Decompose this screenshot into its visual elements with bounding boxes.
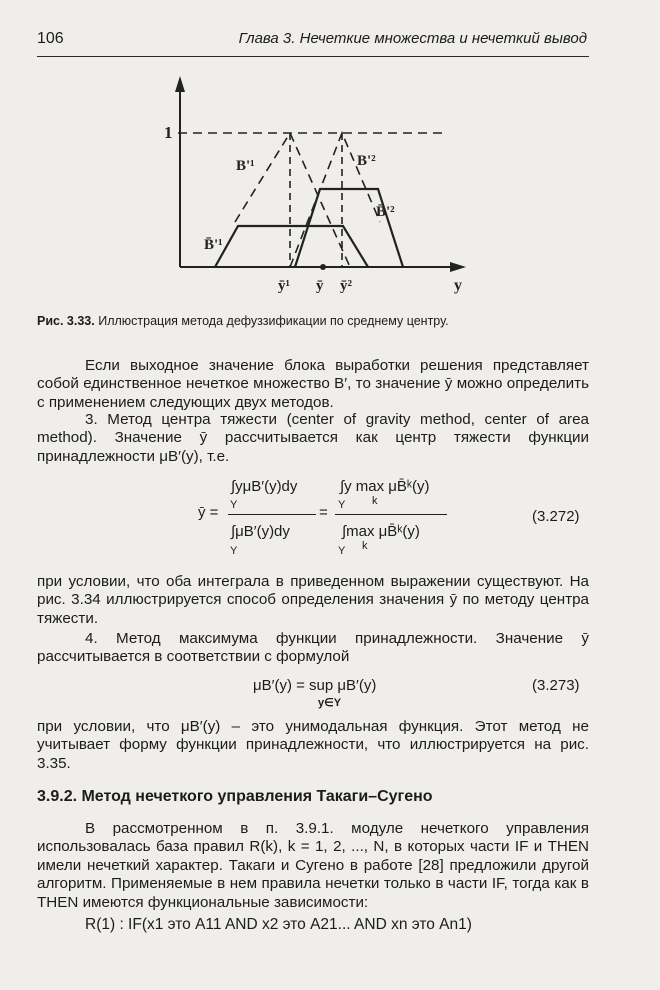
eq1-den2-sub: Y xyxy=(338,545,346,557)
paragraph-4 xyxy=(37,630,589,667)
label-y1: ȳ¹ xyxy=(278,278,290,294)
center-point xyxy=(320,264,326,270)
label-trap2: B̄'² xyxy=(376,204,395,220)
label-axis-y: y xyxy=(454,277,462,294)
label-yc: ȳ xyxy=(316,278,324,294)
label-y2: ȳ² xyxy=(340,278,352,294)
eq1-den1: ∫μB′(y)dy xyxy=(231,523,290,540)
paragraph-1-text: Если выходное значение блока выработки решения представляет собой единственное нечеткое множество B′, то значение ȳ можно определить с применением следующих двух методов. xyxy=(37,357,589,411)
eq2-sub: y∈Y xyxy=(318,697,342,709)
eq1-den2: ∫max μB̄ᵏ(y) xyxy=(342,523,420,540)
section-title: 3.9.2. Метод нечеткого управления Такаги–Сугено xyxy=(37,788,433,805)
eq1-num2-k: k xyxy=(372,495,378,507)
eq1-frac-line-1 xyxy=(228,514,316,515)
paragraph-5-text: при условии, что μB′(y) – это унимодальная функция. Этот метод не учитывает форму функции принадлежности, что иллюстрируется на рис. 3.35. xyxy=(37,718,589,772)
eq2-text: μB′(y) = sup μB′(y) xyxy=(253,677,377,694)
eq1-num2: ∫y max μB̄ᵏ(y) xyxy=(340,478,430,495)
eq1-num1: ∫yμB′(y)dy xyxy=(231,478,298,495)
trapezoid-b1 xyxy=(215,226,368,267)
eq1-num1-sub: Y xyxy=(230,499,238,511)
equation-number-3-272: (3.272) xyxy=(532,508,580,525)
paragraph-6 xyxy=(37,820,589,912)
eq1-frac-line-2 xyxy=(335,514,447,515)
label-b2: B'² xyxy=(357,153,376,169)
eq1-lhs: ȳ = xyxy=(198,504,219,521)
label-one: 1 xyxy=(164,123,173,142)
defuzzification-figure xyxy=(160,72,480,297)
label-b1: B'¹ xyxy=(236,158,255,174)
eq1-num2-sub: Y xyxy=(338,499,346,511)
label-trap1: B̄'¹ xyxy=(204,237,223,253)
paragraph-1 xyxy=(37,357,589,412)
x-axis-arrow xyxy=(450,262,466,272)
paragraph-2-text: 3. Метод центра тяжести (center of gravity method, center of area method). Значение ȳ рассчитывается как центр тяжести функции принадлежности μB′(y), т.е. xyxy=(37,411,589,465)
paragraph-4-text: 4. Метод максимума функции принадлежности. Значение ȳ рассчитывается в соответствии с формулой xyxy=(37,630,589,666)
paragraph-3-text: при условии, что оба интеграла в приведенном выражении существуют. На рис. 3.34 иллюстрируется способ определения значения ȳ по методу центра тяжести. xyxy=(37,573,589,627)
page-header xyxy=(37,28,589,57)
figure-caption xyxy=(37,314,449,328)
triangle-b1 xyxy=(235,133,350,267)
caption-label: Рис. 3.33. xyxy=(37,314,95,328)
paragraph-6-text: В рассмотренном в п. 3.9.1. модуле нечеткого управления использовалась база правил R(k), k = 1, 2, ..., N, в которых части IF и THEN имели нечеткий характер. Такаги и Сугено в работе [28] предложили другой алгоритм. Применяемые в нем правила нечетки только в части IF, тогда как в THEN имеются функциональные зависимости: xyxy=(37,820,589,911)
rule-r1: R(1) : IF(x1 это A11 AND x2 это A21... AND xn это An1) xyxy=(85,916,472,933)
paragraph-3 xyxy=(37,573,589,628)
y-axis-arrow xyxy=(175,76,185,92)
eq1-eqsign: = xyxy=(319,504,328,521)
eq1-den1-sub: Y xyxy=(230,545,238,557)
eq1-den2-k: k xyxy=(362,540,368,552)
paragraph-2 xyxy=(37,411,589,466)
running-head: Глава 3. Нечеткие множества и нечеткий вывод xyxy=(238,30,587,47)
trapezoid-b2 xyxy=(295,189,403,267)
equation-number-3-273: (3.273) xyxy=(532,677,580,694)
caption-text: Иллюстрация метода дефуззификации по среднему центру. xyxy=(94,314,449,328)
page-number: 106 xyxy=(37,30,64,47)
paragraph-5 xyxy=(37,718,589,773)
